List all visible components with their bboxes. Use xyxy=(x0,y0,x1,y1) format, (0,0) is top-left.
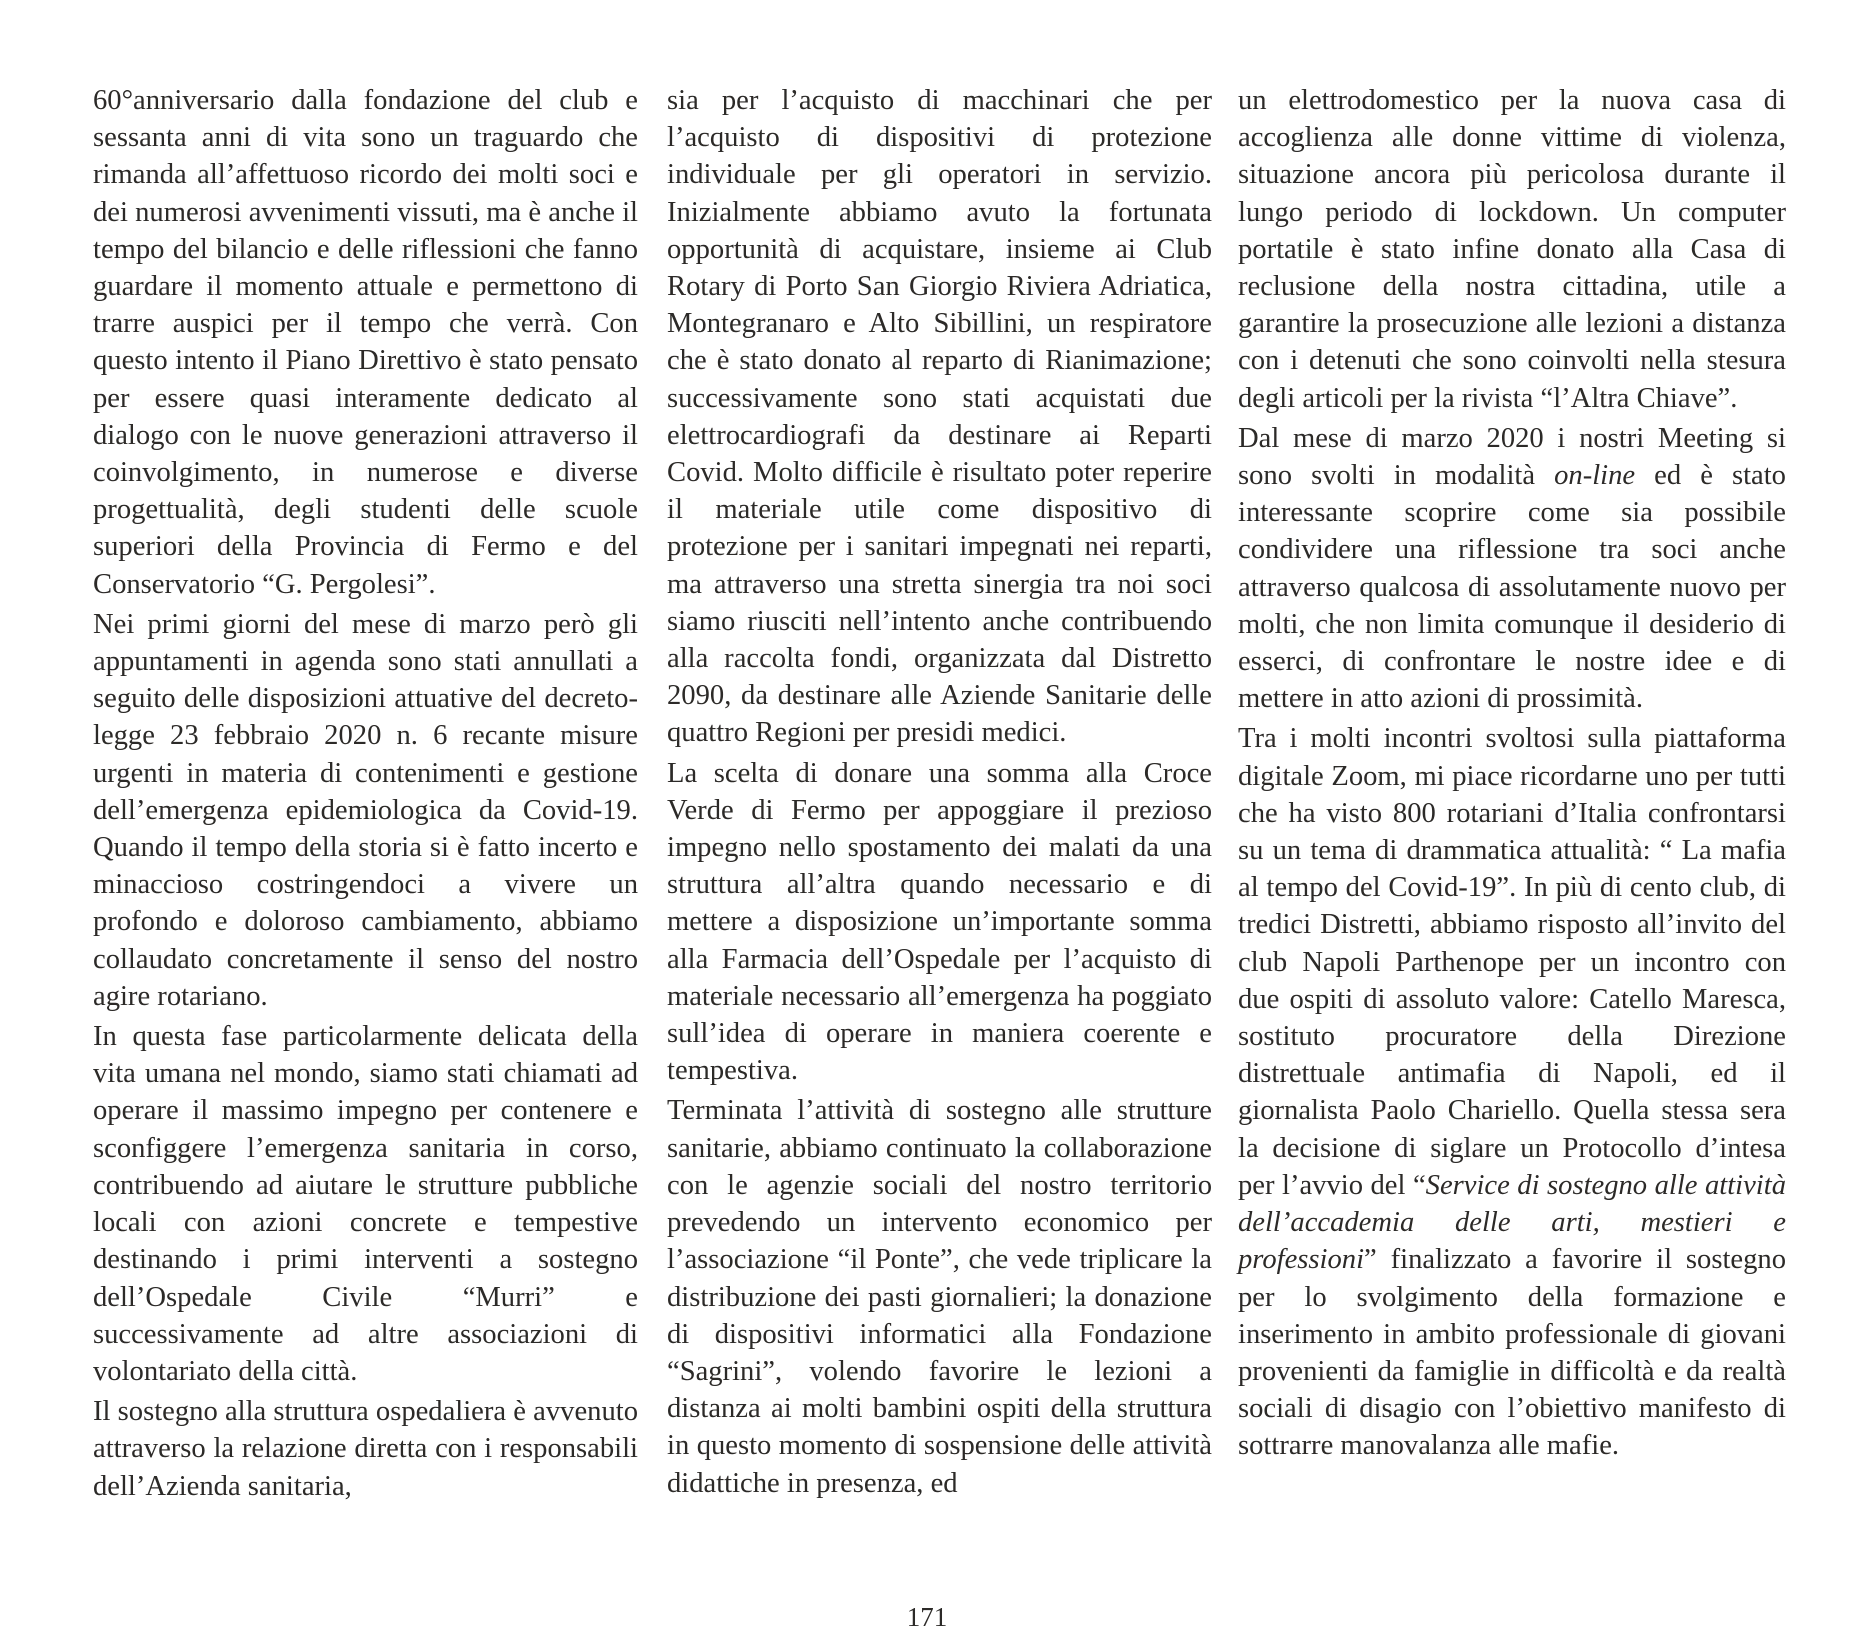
paragraph xyxy=(1238,420,1786,718)
paragraph xyxy=(1238,720,1786,1464)
paragraph: Il sostegno alla struttura ospedaliera è avvenuto attraverso la relazione diretta con i responsabili dell’Azienda sanitaria, xyxy=(93,1396,638,1502)
text-column-1 xyxy=(93,82,638,1505)
paragraph-text: ” finalizzato a favorire il sostegno per lo svolgimento della formazione e inserimento in ambito professionale di giovani provenienti da famiglie in difficoltà e da realtà sociali di disagio con l’obiettivo manifesto di sottrarre manovalanza alle mafie. xyxy=(1238,1244,1786,1462)
paragraph: 60°anniversario dalla fondazione del club e sessanta anni di vita sono un traguardo che rimanda all’affettuoso ricordo dei molti soci e dei numerosi avvenimenti vissuti, ma è anche il tempo del bilancio e delle riflessioni che fanno guardare il momento attuale e permettono di trarre auspici per il tempo che verrà. Con questo intento il Piano Direttivo è stato pensato per essere quasi interamente dedicato al dialogo con le nuove generazioni attraverso il coinvolgimento, in numerose e diverse progettualità, degli studenti delle scuole superiori della Provincia di Fermo e del Conservatorio “G. Pergolesi”. xyxy=(93,85,638,600)
page-number: 171 xyxy=(906,1602,948,1632)
paragraph-text: ed è stato interessante scoprire come sia possibile condividere una riflessione tra soci anche attraverso qualcosa di assolutamente nuovo per molti, che non limita comunque il desiderio di esserci, di confrontare le nostre idee e di mettere in atto azioni di prossimità. xyxy=(1238,460,1786,715)
paragraph-text: Tra i molti incontri svoltosi sulla piattaforma digitale Zoom, mi piace ricordarne uno per tutti che ha visto 800 rotariani d’Italia confrontarsi su un tema di drammatica attualità: “ La mafia al tempo del Covid-19”. In più di cento club, di tredici Distretti, abbiamo risposto all’invito del club Napoli Parthenope per un incontro con due ospiti di assoluto valore: Catello Maresca, sostituto procuratore della Direzione distrettuale antimafia di Napoli, ed il giornalista Paolo Chariello. Quella stessa sera la decisione di siglare un Protocollo d’intesa per l’avvio del “ xyxy=(1238,723,1786,1201)
paragraph: La scelta di donare una somma alla Croce Verde di Fermo per appoggiare il prezioso impegno nello spostamento dei malati da una struttura all’altra quando necessario e di mettere a disposizione un’importante somma alla Farmacia dell’Ospedale per l’acquisto di materiale necessario all’emergenza ha poggiato sull’idea di operare in maniera coerente e tempestiva. xyxy=(667,757,1212,1087)
paragraph: sia per l’acquisto di macchinari che per l’acquisto di dispositivi di protezione individuale per gli operatori in servizio. Inizialmente abbiamo avuto la fortunata opportunità di acquistare, insieme ai Club Rotary di Porto San Giorgio Riviera Adriatica, Montegranaro e Alto Sibillini, un respiratore che è stato donato al reparto di Rianimazione; successivamente sono stati acquistati due elettrocardiografi da destinare ai Reparti Covid. Molto difficile è risultato poter reperire il materiale utile come dispositivo di protezione per i sanitari impegnati nei reparti, ma attraverso una stretta sinergia tra noi soci siamo riusciti nell’intento anche contribuendo alla raccolta fondi, organizzata dal Distretto 2090, da destinare alle Aziende Sanitarie delle quattro Regioni per presidi medici. xyxy=(667,85,1212,749)
paragraph-text: Dal mese di marzo 2020 i nostri Meeting si sono svolti in modalità xyxy=(1238,422,1786,492)
paragraph: Nei primi giorni del mese di marzo però gli appuntamenti in agenda sono stati annullati a seguito delle disposizioni attuative del decreto-legge 23 febbraio 2020 n. 6 recante misure urgenti in materia di contenimenti e gestione dell’emergenza epidemiologica da Covid-19. Quando il tempo della storia si è fatto incerto e minaccioso costringendoci a vivere un profondo e doloroso cambiamento, abbiamo collaudato concretamente il senso del nostro agire rotariano. xyxy=(93,608,638,1012)
text-column-3 xyxy=(1238,82,1786,1465)
italic-text: on-line xyxy=(1554,460,1636,492)
paragraph: In questa fase particolarmente delicata della vita umana nel mondo, siamo stati chiamati ad operare il massimo impegno per contenere e sconfiggere l’emergenza sanitaria in corso, contribuendo ad aiutare le strutture pubbliche locali con azioni concrete e tempestive destinando i primi interventi a sostegno dell’Ospedale Civile “Murri” e successivamente ad altre associazioni di volontariato della città. xyxy=(93,1021,638,1387)
paragraph: un elettrodomestico per la nuova casa di accoglienza alle donne vittime di violenza, situazione ancora più pericolosa durante il lungo periodo di lockdown. Un computer portatile è stato infine donato alla Casa di reclusione della nostra cittadina, utile a garantire la prosecuzione alle lezioni a distanza con i detenuti che sono coinvolti nella stesura degli articoli per la rivista “l’Altra Chiave”. xyxy=(1238,85,1786,414)
paragraph: Terminata l’attività di sostegno alle strutture sanitarie, abbiamo continuato la collaborazione con le agenzie sociali del nostro territorio prevedendo un intervento economico per l’associazione “il Ponte”, che vede triplicare la distribuzione dei pasti giornalieri; la donazione di dispositivi informatici alla Fondazione “Sagrini”, volendo favorire le lezioni a distanza ai molti bambini ospiti della struttura in questo momento di sospensione delle attività didattiche in presenza, ed xyxy=(667,1095,1212,1499)
italic-text: Service di sostegno alle attività dell’accademia delle arti, mestieri e professioni xyxy=(1238,1169,1786,1276)
text-column-2 xyxy=(667,82,1212,1502)
